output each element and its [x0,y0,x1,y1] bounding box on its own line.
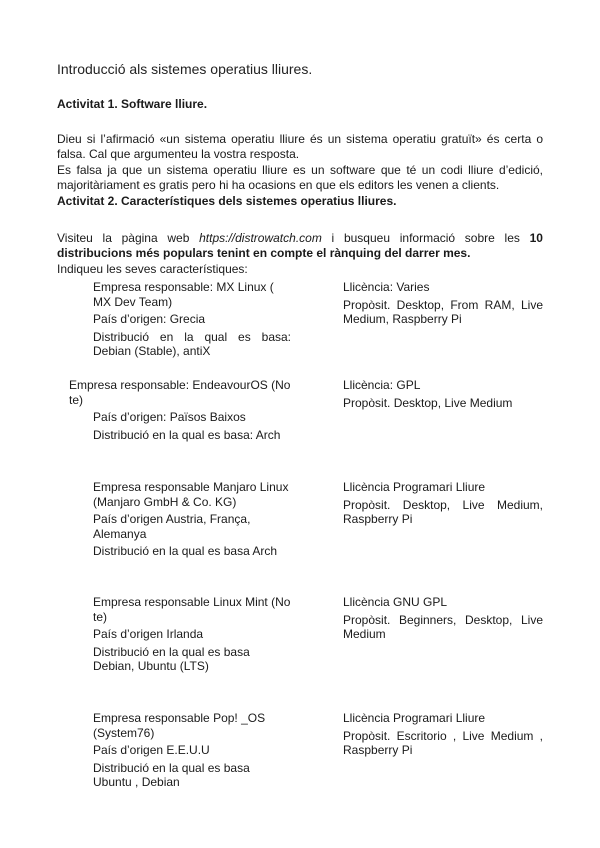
distro-4-pais: País d’origen Irlanda [93,627,204,641]
page-title: Introducció als sistemes operatius lliures. [57,61,313,77]
distro-2-empresa: Empresa responsable: EndeavourOS (No te) [69,378,291,407]
distro-1-proposit: Propòsit. Desktop, From RAM, Live Medium, Raspberry Pi [343,297,543,326]
activity-2-heading: Activitat 2. Característiques dels sistemes operatius lliures. [57,194,397,208]
distro-2-pais: País d’origen: Països Baixos [93,410,246,424]
activity-1-question: Dieu si l’afirmació «un sistema operatiu lliure és un sistema operatiu gratuït» és certa o falsa. Cal que argumenteu la vostra resposta. [57,132,543,161]
distro-2-base: Distribució en la qual es basa: Arch [93,427,281,442]
distro-2-llicencia: Llicència: GPL [343,378,421,392]
intro-text-mid: i busqueu informació sobre les [321,231,530,245]
distrowatch-link[interactable]: https://distrowatch.com [199,231,322,245]
distro-3-pais: País d’origen Austria, França, Alemanya [93,512,251,541]
activity-2-intro [57,231,543,261]
distro-1-right [343,280,543,330]
activity-1-answer: Es falsa ja que un sistema operatiu lliure es un software que té un codi lliure d’edició, majoritàriament es gratis pero hi ha ocasions en que els editors les venen a clients. [57,163,543,192]
distro-3-proposit: Propòsit. Desktop, Live Medium, Raspberry Pi [343,497,543,526]
distro-2-right [343,378,543,413]
distro-1-pais: País d’origen: Grecia [93,312,206,326]
distro-3-left [93,480,291,562]
distro-2-proposit: Propòsit. Desktop, Live Medium [343,395,513,410]
distro-3-base: Distribució en la qual es basa Arch [93,544,278,558]
distro-5-base: Distribució en la qual es basa Ubuntu , Debian [93,760,250,789]
distro-5-right [343,711,543,761]
distro-4-empresa: Empresa responsable Linux Mint (No te) [93,595,291,624]
distro-1-llicencia: Llicència: Varies [343,280,430,294]
intro-text-bold: 10 distribucions més populars tenint en compte el rànquing del darrer mes. [57,231,543,260]
distro-2-left [57,378,297,445]
distro-1-left [93,280,291,362]
distro-5-llicencia: Llicència Programari Lliure [343,711,486,725]
distro-4-llicencia: Llicència GNU GPL [343,595,448,609]
distro-5-pais: País d’origen E.E.U.U [93,743,210,757]
distro-3-right [343,480,543,530]
distro-3-empresa: Empresa responsable Manjaro Linux (Manjaro GmbH & Co. KG) [93,480,289,509]
activity-2-instruction: Indiqueu les seves característiques: [57,262,248,276]
distro-4-proposit: Propòsit. Beginners, Desktop, Live Medium [343,612,543,641]
distro-5-empresa: Empresa responsable Pop! _OS (System76) [93,711,266,740]
intro-text-start: Visiteu la pàgina web [57,231,200,245]
distro-5-proposit: Propòsit. Escritorio , Live Medium , Raspberry Pi [343,728,543,757]
distro-4-left [93,595,291,677]
distro-1-base: Distribució en la qual es basa: Debian (Stable), antiX [93,329,291,358]
distro-5-left [93,711,291,793]
distro-4-right [343,595,543,645]
activity-1-heading: Activitat 1. Software lliure. [57,97,208,111]
distro-3-llicencia: Llicència Programari Lliure [343,480,486,494]
distro-4-base: Distribució en la qual es basa Debian, Ubuntu (LTS) [93,644,250,673]
distro-1-empresa: Empresa responsable: MX Linux ( MX Dev Team) [93,280,274,309]
